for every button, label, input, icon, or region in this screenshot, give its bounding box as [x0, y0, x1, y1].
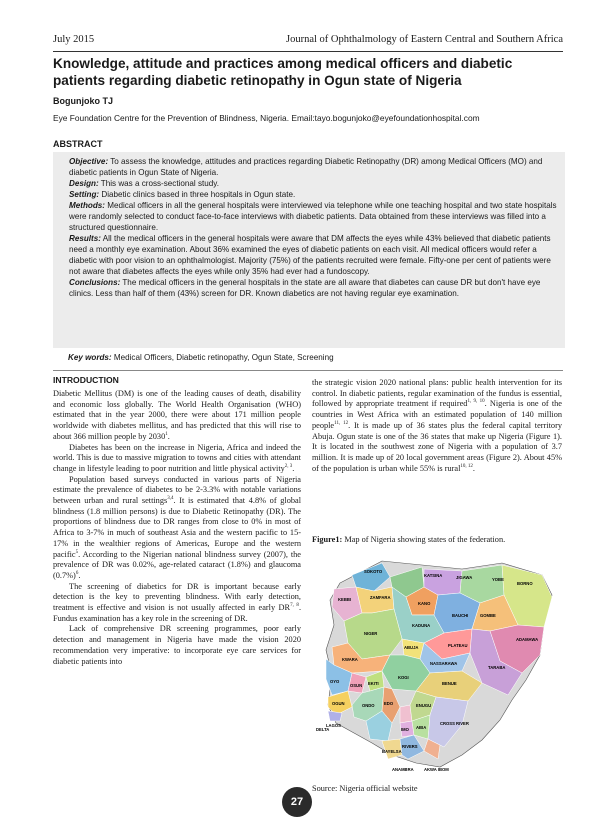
map-label: ENUGU	[416, 703, 432, 708]
map-label: LAGOS	[326, 723, 341, 728]
abstract-heading: ABSTRACT	[53, 139, 103, 149]
map-label: JIGAWA	[456, 575, 473, 580]
map-label: YOBE	[492, 577, 504, 582]
intro-paragraph-1: Diabetic Mellitus (DM) is one of the leading causes of death, disability and economic loss globally. The World Health Organisation (WHO) estimated that in the year 2000, there were about 171 million people worldwide with diabetes mellitus, and has predicted that this will rise to about 366 million people by 2030$^1$.	[53, 389, 301, 441]
intro-p1-text: Diabetic Mellitus (DM) is one of the leading causes of death, disability and economic loss globally. The World Health Organisation (WHO) estimated that in the year 2000, there were about 171 million people worldwide with diabetes mellitus, and has predicted that this will rise to about 366 million people by 2030	[53, 389, 301, 441]
intro-p2-text: Diabetes has been on the increase in Nigeria, Africa and indeed the world. This is due to massive migration to towns and cities with attendant change in lifestyle leading to poor nutrition and little physical activity	[53, 442, 301, 473]
citation: 10, 12	[460, 463, 473, 469]
abstract-objective	[69, 156, 561, 178]
map-label: OGUN	[332, 701, 345, 706]
section-rule	[53, 370, 563, 371]
map-label: BORNO	[517, 581, 533, 586]
map-label: KATSINA	[424, 573, 443, 578]
results-text: All the medical officers in the general hospitals were aware that DM affects the eyes while 43% believed that diabetic patients need a monthly eye examination. About 36% examined the eyes of diabetic patients on each visit. All medical officers would refer a diabetic with poor vision to an ophthalmologist. Majority (75%) of the patients recruited were female. Fifty-one per cent of patients were not aware that diabetes affects the eyes while only 35% had ever had a fundoscopy.	[69, 234, 551, 276]
intro-p3-text: . According to the Nigerian national blindness survey (2007), the prevalence of DR was 0.02%, age-related cataract (1.8%) and glaucoma (0.7%)	[53, 549, 301, 580]
map-label: OYO	[330, 679, 340, 684]
map-label: OSUN	[350, 683, 363, 688]
map-label: NASSARAWA	[430, 661, 458, 666]
map-label: KANO	[418, 601, 431, 606]
objective-text: To assess the knowledge, attitudes and practices regarding Diabetic Retinopathy (DR) among Medical Officers (MO) and diabetic patients in Ogun State of Nigeria.	[69, 157, 543, 177]
map-label: ABUJA	[404, 645, 419, 650]
intro-r1-text: the strategic vision 2020 national plans: public health intervention for its control. In diabetic patients, regular examination of the fundus is essential, followed by appropriate treatment if required	[312, 378, 562, 409]
map-label: ZAMFARA	[370, 595, 391, 600]
map-label: KEBBI	[338, 597, 352, 602]
conclusions-text: The medical officers in the general hospitals in the state are all aware that diabetes can cause DR but don't have eye clinics. Less than half of them (43%) screen for DR. Known diabetics are not having regular eye examination.	[69, 278, 541, 298]
intro-paragraph-2: Diabetes has been on the increase in Nigeria, Africa and indeed the world. This is due to massive migration to towns and cities with attendant change in lifestyle leading to poor nutrition and little physical activity$^{2, 3}$.	[53, 442, 301, 473]
setting-text: Diabetic clinics based in three hospitals in Ogun state.	[99, 190, 296, 199]
state-lagos	[328, 711, 342, 721]
journal-name: Journal of Ophthalmology of Eastern Central and Southern Africa	[285, 34, 563, 45]
map-label: ANAMBRA	[392, 767, 414, 772]
map-label: EDO	[384, 701, 394, 706]
intro-p4-text: . Fundus examination has a key role in the screening of DR.	[53, 603, 302, 623]
abstract-methods	[69, 200, 561, 233]
intro-p3-text: . It is estimated that 4.8% of global blindness (1.8 million persons) is due to Diabetic Retinopathy (DR). The proportions of blindness due to DR ranges from close to 0% in most of Africa to 3-7% in much of southeast Asia and the western pacific to 15-17% in the wealthier regions of Americas, Europe and the western pacific	[53, 496, 301, 559]
map-label: KOGI	[398, 675, 409, 680]
nigeria-states-map	[312, 555, 562, 780]
keywords-text: Medical Officers, Diabetic retinopathy, Ogun State, Screening	[111, 353, 334, 362]
map-label: PLATEAU	[448, 643, 468, 648]
intro-p4-text: The screening of diabetics for DR is important because early detection is the key to preventing blindness. With early detection, treatment is effective and vision is not usually affected in early DR	[53, 581, 301, 613]
intro-paragraph-6: the strategic vision 2020 national plans: public health intervention for its control. In diabetic patients, regular examination of the fundus is essential, followed by appropriate treatment if required$^{1, 9, 10}$. Nigeria is one of the countries in West Africa with an estimated population of 140 million people$^{11, 12}$. It is made up of 36 states plus the federal capital territory Abuja. Ogun state is one of the 36 states that make up Nigeria (Figure 1). It is located in the southwest zone of Nigeria with a population of 3.7 million. It is made up of 20 local government areas (Figure 2). About 45% of the population is urban while 55% is rural$^{10, 12}$.	[312, 378, 562, 473]
map-label: EKITI	[368, 681, 379, 686]
map-label: AKWA IBOM	[424, 767, 449, 772]
citation: 6	[75, 571, 79, 577]
abstract-setting	[69, 189, 561, 200]
abstract-body	[69, 156, 561, 299]
citation: 5	[75, 549, 79, 555]
figure-caption-text: Map of Nigeria showing states of the federation.	[342, 535, 506, 544]
state-zamfara	[356, 587, 394, 613]
map-label: GOMBE	[480, 613, 496, 618]
design-text: This was a cross-sectional study.	[98, 179, 219, 188]
map-label: SOKOTO	[364, 569, 383, 574]
map-label: CROSS RIVER	[440, 721, 469, 726]
right-column	[312, 378, 562, 474]
header-rule	[53, 51, 563, 52]
intro-paragraph-3: Population based surveys conducted in various parts of Nigeria estimate the prevalence of diabetes to be 2-3.3% with notable variations between urban and rural settings$^{3,4}$. It is estimated that 4.8% of global blindness (1.8 million persons) is due to Diabetic Retinopathy (DR). The proportions of blindness due to DR ranges from close to 0% in most of Africa to 3-7% in much of southeast Asia and the western pacific to 15-17% in the wealthier regions of Americas, Europe and the western pacific$^5$. According to the Nigerian national blindness survey (2007), the prevalence of DR was 0.02%, age-related cataract (1.8%) and glaucoma $(0.7\%)^6$.	[53, 474, 301, 580]
left-column	[53, 389, 301, 667]
introduction-heading: INTRODUCTION	[53, 375, 119, 385]
map-label: BAYELSA	[382, 749, 402, 754]
citation: 11, 12	[334, 421, 349, 427]
citation: 3,4	[167, 496, 174, 502]
map-label: ABIA	[416, 725, 427, 730]
methods-label: Methods:	[69, 201, 105, 210]
issue-date: July 2015	[53, 34, 95, 45]
map-label: ADAMAWA	[516, 637, 539, 642]
citation: 1, 9, 10	[467, 399, 485, 405]
results-label: Results:	[69, 234, 101, 243]
keywords	[68, 353, 563, 362]
citation: 7, 8	[290, 603, 299, 609]
abstract-conclusions	[69, 277, 561, 299]
map-label: IMO	[401, 727, 409, 732]
map-label: BENUE	[442, 681, 457, 686]
figure-source: Source: Nigeria official website	[312, 784, 418, 793]
map-label: BAUCHI	[452, 613, 469, 618]
map-label: DELTA	[316, 727, 330, 732]
citation: 2, 3	[284, 464, 293, 470]
page-number: 27	[282, 787, 312, 817]
citation: 1	[165, 432, 168, 438]
intro-r1-text: . It is made up of 36 states plus the federal capital territory Abuja. Ogun state is one of the 36 states that make up Nigeria (Figure 1). It is located in the southwest zone of Nigeria with a population of 3.7 million. It is made up of 20 local government areas (Figure 2). About 45% of the population is urban while 55% is rural	[312, 420, 562, 473]
objective-label: Objective:	[69, 157, 109, 166]
author-affiliation: Eye Foundation Centre for the Prevention of Blindness, Nigeria. Email:tayo.bogunjoko@eyefoundationhospital.com	[53, 113, 480, 123]
abstract-box	[53, 152, 565, 348]
map-label: ONDO	[362, 703, 375, 708]
article-title: Knowledge, attitude and practices among medical officers and diabetic patients regarding diabetic retinopathy in Ogun state of Nigeria	[53, 56, 513, 88]
abstract-results	[69, 233, 561, 277]
map-label: TARABA	[488, 665, 506, 670]
keywords-label: Key words:	[68, 353, 112, 362]
design-label: Design:	[69, 179, 99, 188]
methods-text: Medical officers in all the general hospitals were interviewed via telephone while one teaching hospital and two state hospitals were randomly selected to conduct face-to-face interviews with diabetic patients. Data obtained from these interviews was filled into a structured questionnaire.	[69, 201, 557, 232]
intro-p5-text: Lack of comprehensive DR screening programmes, poor early detection and management in Nigeria have made the vision 2020 recommendation very imperative: to incorporate eye care services for diabetic patients into	[53, 624, 301, 666]
figure-label: Figure1:	[312, 535, 343, 544]
map-label: KADUNA	[412, 623, 431, 628]
intro-paragraph-5	[53, 624, 301, 667]
conclusions-label: Conclusions:	[69, 278, 121, 287]
intro-r1-text: . Nigeria is one of the countries in West Africa with an estimated population of 140 million people	[312, 399, 562, 430]
running-header	[53, 34, 563, 48]
intro-p3-text: Population based surveys conducted in various parts of Nigeria estimate the prevalence of diabetes to be 2-3.3% with notable variations between urban and rural settings	[53, 474, 301, 506]
map-label: NIGER	[364, 631, 378, 636]
intro-paragraph-4	[53, 582, 301, 625]
figure-caption	[312, 535, 562, 544]
abstract-design	[69, 178, 561, 189]
map-label: RIVERS	[402, 744, 418, 749]
map-label: KWARA	[342, 657, 358, 662]
setting-label: Setting:	[69, 190, 100, 199]
author-name: Bogunjoko TJ	[53, 96, 113, 106]
